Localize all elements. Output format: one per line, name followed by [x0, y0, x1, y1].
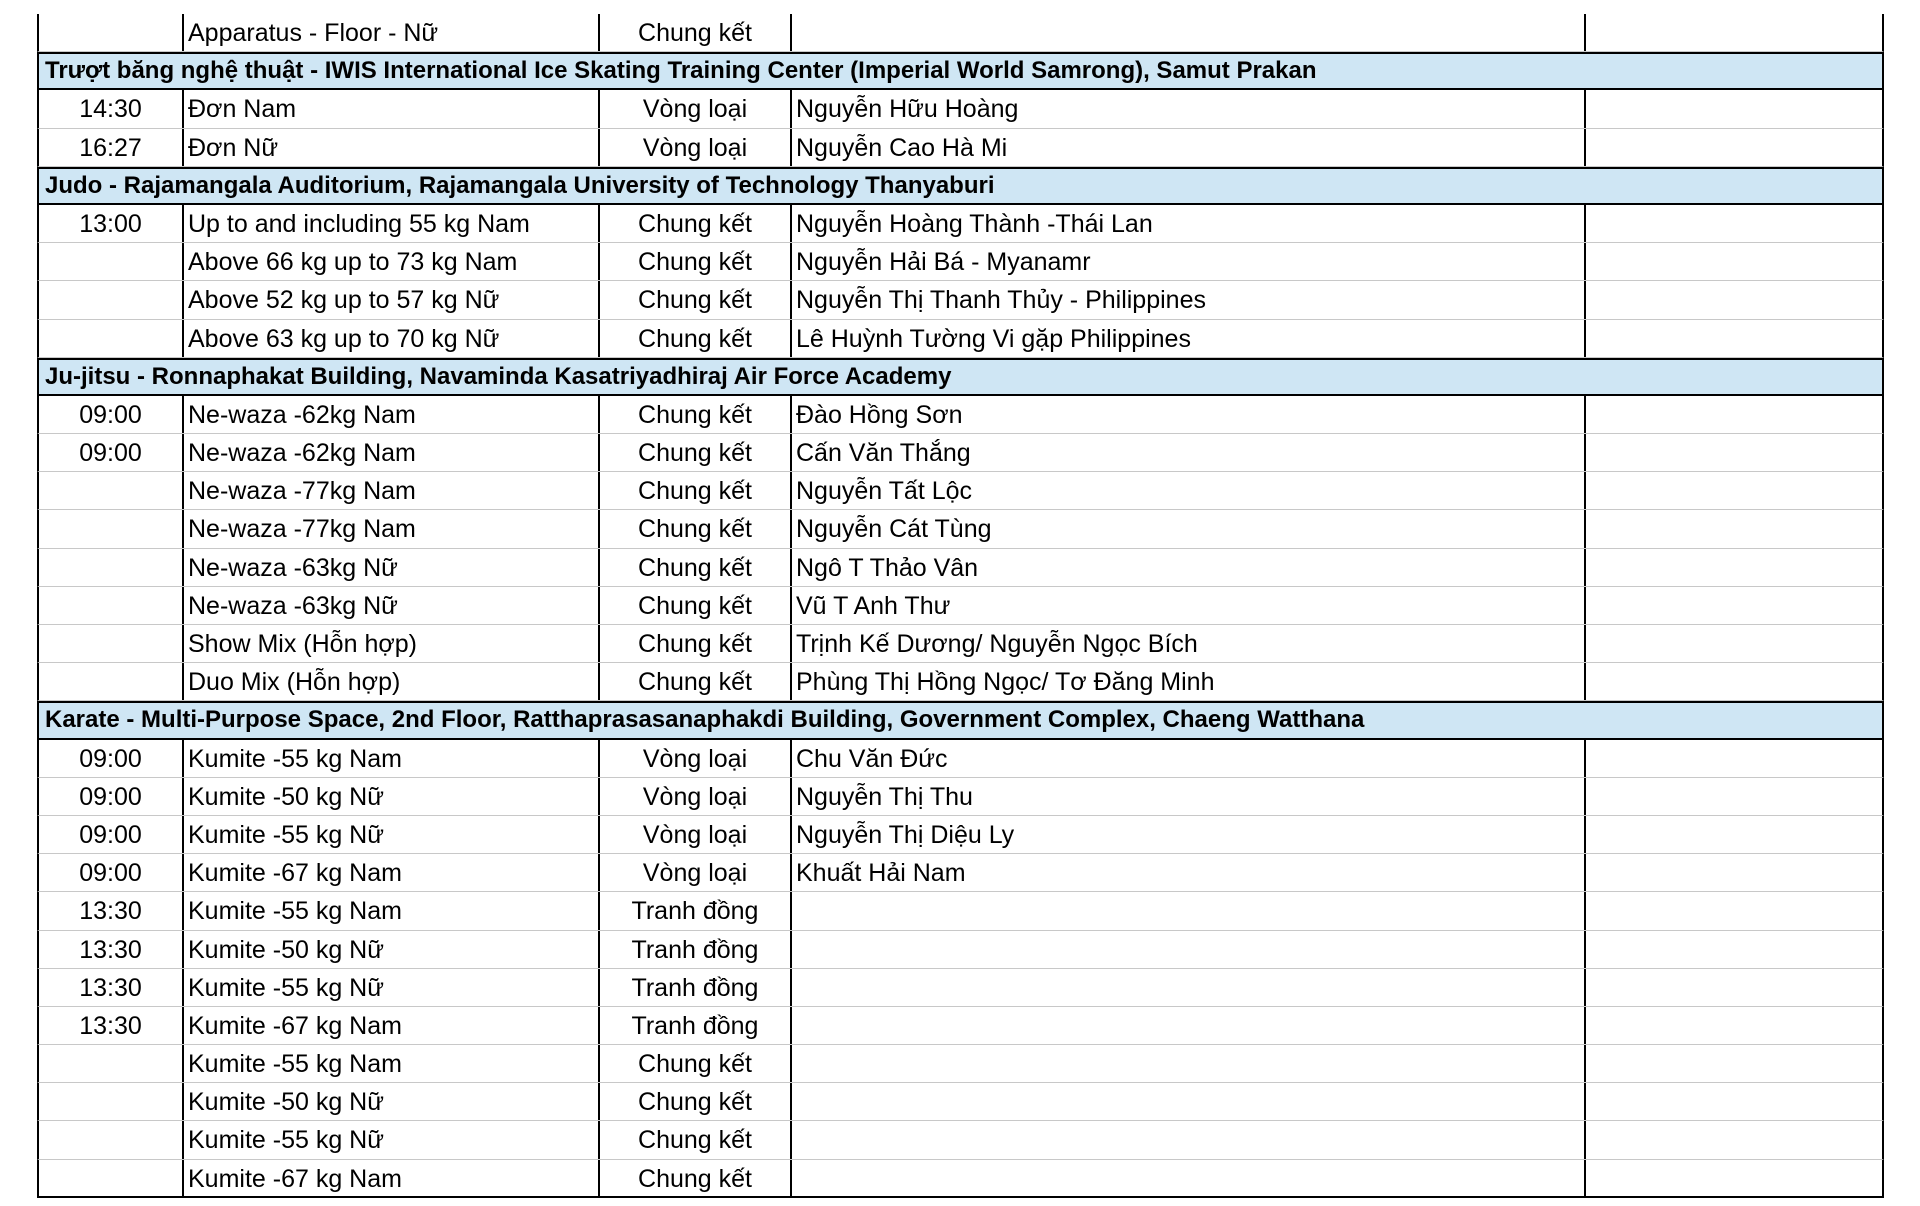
athlete-cell[interactable]	[792, 1007, 1586, 1044]
event-cell[interactable]: Kumite -50 kg Nữ	[184, 778, 600, 815]
table-row[interactable]	[37, 587, 1884, 625]
time-cell[interactable]: 13:30	[39, 969, 184, 1006]
athlete-cell[interactable]: Khuất Hải Nam	[792, 854, 1586, 891]
event-cell[interactable]: Kumite -50 kg Nữ	[184, 931, 600, 968]
time-cell[interactable]	[39, 625, 184, 662]
note-cell[interactable]	[1586, 243, 1882, 280]
event-cell[interactable]: Kumite -55 kg Nữ	[184, 1121, 600, 1158]
table-row[interactable]	[37, 320, 1884, 358]
time-cell[interactable]	[39, 14, 184, 51]
stage-cell[interactable]: Chung kết	[600, 625, 792, 662]
note-cell[interactable]	[1586, 472, 1882, 509]
time-cell[interactable]: 09:00	[39, 778, 184, 815]
event-cell[interactable]: Đơn Nam	[184, 90, 600, 127]
athlete-cell[interactable]	[792, 14, 1586, 51]
athlete-cell[interactable]: Cấn Văn Thắng	[792, 434, 1586, 471]
table-row[interactable]	[37, 1083, 1884, 1121]
athlete-cell[interactable]: Nguyễn Cao Hà Mi	[792, 129, 1586, 166]
table-row[interactable]	[37, 243, 1884, 281]
time-cell[interactable]: 13:30	[39, 931, 184, 968]
table-row[interactable]	[37, 281, 1884, 319]
event-cell[interactable]: Kumite -50 kg Nữ	[184, 1083, 600, 1120]
athlete-cell[interactable]: Phùng Thị Hồng Ngọc/ Tơ Đăng Minh	[792, 663, 1586, 700]
athlete-cell[interactable]: Chu Văn Đức	[792, 740, 1586, 777]
note-cell[interactable]	[1586, 1007, 1882, 1044]
stage-cell[interactable]: Vòng loại	[600, 778, 792, 815]
event-cell[interactable]: Show Mix (Hỗn hợp)	[184, 625, 600, 662]
event-cell[interactable]: Kumite -67 kg Nam	[184, 1007, 600, 1044]
table-row[interactable]	[37, 1160, 1884, 1198]
event-cell[interactable]: Ne-waza -63kg Nữ	[184, 549, 600, 586]
table-row[interactable]	[37, 1045, 1884, 1083]
stage-cell[interactable]: Vòng loại	[600, 129, 792, 166]
athlete-cell[interactable]: Nguyễn Hải Bá - Myanamr	[792, 243, 1586, 280]
note-cell[interactable]	[1586, 969, 1882, 1006]
note-cell[interactable]	[1586, 1160, 1882, 1196]
stage-cell[interactable]: Chung kết	[600, 205, 792, 242]
stage-cell[interactable]: Chung kết	[600, 1083, 792, 1120]
table-row[interactable]	[37, 892, 1884, 930]
stage-cell[interactable]: Tranh đồng	[600, 969, 792, 1006]
stage-cell[interactable]: Chung kết	[600, 587, 792, 624]
athlete-cell[interactable]: Nguyễn Tất Lộc	[792, 472, 1586, 509]
note-cell[interactable]	[1586, 549, 1882, 586]
time-cell[interactable]: 13:30	[39, 1007, 184, 1044]
event-cell[interactable]: Kumite -55 kg Nam	[184, 740, 600, 777]
stage-cell[interactable]: Chung kết	[600, 663, 792, 700]
stage-cell[interactable]: Vòng loại	[600, 90, 792, 127]
event-cell[interactable]: Kumite -67 kg Nam	[184, 1160, 600, 1196]
time-cell[interactable]	[39, 281, 184, 318]
time-cell[interactable]	[39, 663, 184, 700]
time-cell[interactable]	[39, 472, 184, 509]
stage-cell[interactable]: Vòng loại	[600, 854, 792, 891]
athlete-cell[interactable]: Trịnh Kế Dương/ Nguyễn Ngọc Bích	[792, 625, 1586, 662]
table-row[interactable]	[37, 90, 1884, 128]
event-cell[interactable]: Ne-waza -63kg Nữ	[184, 587, 600, 624]
stage-cell[interactable]: Chung kết	[600, 281, 792, 318]
note-cell[interactable]	[1586, 281, 1882, 318]
time-cell[interactable]	[39, 1160, 184, 1196]
stage-cell[interactable]: Chung kết	[600, 1045, 792, 1082]
note-cell[interactable]	[1586, 892, 1882, 929]
athlete-cell[interactable]	[792, 931, 1586, 968]
note-cell[interactable]	[1586, 14, 1882, 51]
note-cell[interactable]	[1586, 510, 1882, 547]
stage-cell[interactable]: Tranh đồng	[600, 892, 792, 929]
event-cell[interactable]: Kumite -67 kg Nam	[184, 854, 600, 891]
note-cell[interactable]	[1586, 396, 1882, 433]
athlete-cell[interactable]: Nguyễn Thị Thu	[792, 778, 1586, 815]
note-cell[interactable]	[1586, 1121, 1882, 1158]
event-cell[interactable]: Apparatus - Floor - Nữ	[184, 14, 600, 51]
note-cell[interactable]	[1586, 816, 1882, 853]
table-row[interactable]	[37, 549, 1884, 587]
stage-cell[interactable]: Tranh đồng	[600, 931, 792, 968]
event-cell[interactable]: Ne-waza -77kg Nam	[184, 510, 600, 547]
athlete-cell[interactable]	[792, 1121, 1586, 1158]
note-cell[interactable]	[1586, 1045, 1882, 1082]
time-cell[interactable]	[39, 587, 184, 624]
time-cell[interactable]	[39, 1121, 184, 1158]
note-cell[interactable]	[1586, 625, 1882, 662]
stage-cell[interactable]: Chung kết	[600, 434, 792, 471]
time-cell[interactable]	[39, 1083, 184, 1120]
athlete-cell[interactable]: Vũ T Anh Thư	[792, 587, 1586, 624]
table-row[interactable]	[37, 434, 1884, 472]
note-cell[interactable]	[1586, 205, 1882, 242]
event-cell[interactable]: Kumite -55 kg Nam	[184, 1045, 600, 1082]
time-cell[interactable]	[39, 1045, 184, 1082]
athlete-cell[interactable]	[792, 1083, 1586, 1120]
note-cell[interactable]	[1586, 1083, 1882, 1120]
note-cell[interactable]	[1586, 740, 1882, 777]
event-cell[interactable]: Above 63 kg up to 70 kg Nữ	[184, 320, 600, 357]
schedule-sheet	[37, 14, 1884, 1198]
stage-cell[interactable]: Chung kết	[600, 1160, 792, 1196]
time-cell[interactable]: 14:30	[39, 90, 184, 127]
table-row[interactable]	[37, 472, 1884, 510]
time-cell[interactable]: 09:00	[39, 854, 184, 891]
table-row[interactable]	[37, 854, 1884, 892]
table-row[interactable]	[37, 396, 1884, 434]
time-cell[interactable]: 13:30	[39, 892, 184, 929]
time-cell[interactable]: 09:00	[39, 740, 184, 777]
event-cell[interactable]: Duo Mix (Hỗn hợp)	[184, 663, 600, 700]
table-row[interactable]	[37, 129, 1884, 167]
athlete-cell[interactable]	[792, 1160, 1586, 1196]
note-cell[interactable]	[1586, 320, 1882, 357]
table-row[interactable]	[37, 1121, 1884, 1159]
athlete-cell[interactable]: Nguyễn Thị Diệu Ly	[792, 816, 1586, 853]
table-row[interactable]	[37, 625, 1884, 663]
athlete-cell[interactable]	[792, 969, 1586, 1006]
athlete-cell[interactable]: Nguyễn Hữu Hoàng	[792, 90, 1586, 127]
stage-cell[interactable]: Chung kết	[600, 472, 792, 509]
section-header[interactable]: Karate - Multi-Purpose Space, 2nd Floor, Ratthaprasasanaphakdi Building, Government Complex, Chaeng Watthana	[37, 701, 1884, 739]
table-row[interactable]	[37, 663, 1884, 701]
event-cell[interactable]: Above 66 kg up to 73 kg Nam	[184, 243, 600, 280]
athlete-cell[interactable]: Nguyễn Thị Thanh Thủy - Philippines	[792, 281, 1586, 318]
table-row[interactable]	[37, 740, 1884, 778]
note-cell[interactable]	[1586, 931, 1882, 968]
note-cell[interactable]	[1586, 587, 1882, 624]
table-row[interactable]	[37, 14, 1884, 52]
time-cell[interactable]	[39, 510, 184, 547]
note-cell[interactable]	[1586, 663, 1882, 700]
stage-cell[interactable]: Vòng loại	[600, 740, 792, 777]
note-cell[interactable]	[1586, 854, 1882, 891]
table-row[interactable]	[37, 205, 1884, 243]
athlete-cell[interactable]	[792, 1045, 1586, 1082]
event-cell[interactable]: Ne-waza -62kg Nam	[184, 434, 600, 471]
event-cell[interactable]: Ne-waza -62kg Nam	[184, 396, 600, 433]
table-row[interactable]	[37, 778, 1884, 816]
stage-cell[interactable]: Chung kết	[600, 243, 792, 280]
stage-cell[interactable]: Chung kết	[600, 510, 792, 547]
time-cell[interactable]	[39, 243, 184, 280]
athlete-cell[interactable]: Đào Hồng Sơn	[792, 396, 1586, 433]
time-cell[interactable]: 09:00	[39, 396, 184, 433]
stage-cell[interactable]: Chung kết	[600, 396, 792, 433]
athlete-cell[interactable]: Nguyễn Hoàng Thành -Thái Lan	[792, 205, 1586, 242]
event-cell[interactable]: Ne-waza -77kg Nam	[184, 472, 600, 509]
time-cell[interactable]: 13:00	[39, 205, 184, 242]
event-cell[interactable]: Up to and including 55 kg Nam	[184, 205, 600, 242]
event-cell[interactable]: Kumite -55 kg Nam	[184, 892, 600, 929]
event-cell[interactable]: Kumite -55 kg Nữ	[184, 969, 600, 1006]
stage-cell[interactable]: Vòng loại	[600, 816, 792, 853]
table-row[interactable]	[37, 969, 1884, 1007]
athlete-cell[interactable]: Nguyễn Cát Tùng	[792, 510, 1586, 547]
time-cell[interactable]: 09:00	[39, 434, 184, 471]
stage-cell[interactable]: Chung kết	[600, 14, 792, 51]
athlete-cell[interactable]: Ngô T Thảo Vân	[792, 549, 1586, 586]
note-cell[interactable]	[1586, 129, 1882, 166]
event-cell[interactable]: Kumite -55 kg Nữ	[184, 816, 600, 853]
athlete-cell[interactable]: Lê Huỳnh Tường Vi gặp Philippines	[792, 320, 1586, 357]
note-cell[interactable]	[1586, 90, 1882, 127]
event-cell[interactable]: Above 52 kg up to 57 kg Nữ	[184, 281, 600, 318]
stage-cell[interactable]: Tranh đồng	[600, 1007, 792, 1044]
time-cell[interactable]	[39, 549, 184, 586]
stage-cell[interactable]: Chung kết	[600, 320, 792, 357]
section-header[interactable]: Ju-jitsu - Ronnaphakat Building, Navaminda Kasatriyadhiraj Air Force Academy	[37, 358, 1884, 396]
note-cell[interactable]	[1586, 778, 1882, 815]
athlete-cell[interactable]	[792, 892, 1586, 929]
event-cell[interactable]: Đơn Nữ	[184, 129, 600, 166]
table-row[interactable]	[37, 1007, 1884, 1045]
time-cell[interactable]	[39, 320, 184, 357]
table-row[interactable]	[37, 816, 1884, 854]
section-header[interactable]: Judo - Rajamangala Auditorium, Rajamangala University of Technology Thanyaburi	[37, 167, 1884, 205]
time-cell[interactable]: 16:27	[39, 129, 184, 166]
note-cell[interactable]	[1586, 434, 1882, 471]
stage-cell[interactable]: Chung kết	[600, 549, 792, 586]
table-row[interactable]	[37, 931, 1884, 969]
time-cell[interactable]: 09:00	[39, 816, 184, 853]
table-row[interactable]	[37, 510, 1884, 548]
section-header[interactable]: Trượt băng nghệ thuật - IWIS International Ice Skating Training Center (Imperial World Samrong), Samut Prakan	[37, 52, 1884, 90]
stage-cell[interactable]: Chung kết	[600, 1121, 792, 1158]
